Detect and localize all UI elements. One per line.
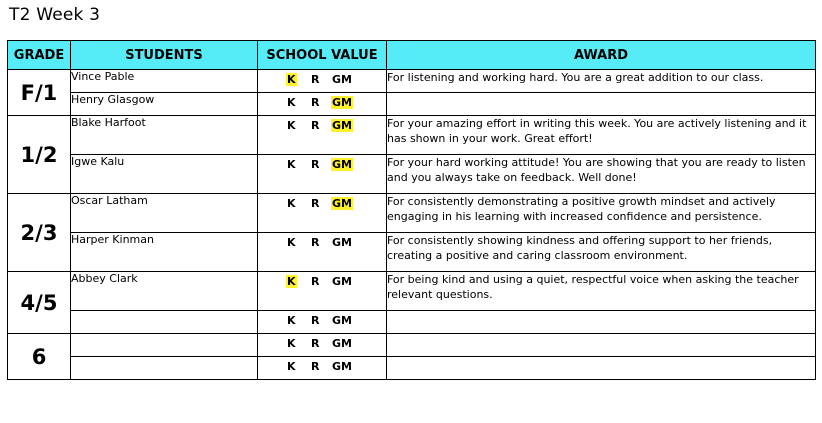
school-value-cell <box>258 272 387 311</box>
award-text-cell: For being kind and using a quiet, respectful voice when asking the teacher relevant questions. <box>387 272 816 311</box>
value-k: K <box>287 314 296 327</box>
table-row <box>8 194 816 233</box>
student-name-cell <box>71 334 258 357</box>
award-text-cell <box>387 357 816 380</box>
value-r: R <box>311 96 320 109</box>
header-school-value: SCHOOL VALUE <box>258 41 387 70</box>
value-r: R <box>311 236 320 249</box>
awards-table <box>7 40 816 380</box>
value-k: K <box>287 197 296 210</box>
student-name-cell: Harper Kinman <box>71 233 258 272</box>
table-header <box>8 41 816 70</box>
award-text-cell <box>387 93 816 116</box>
value-k: K <box>287 96 296 109</box>
school-value-options <box>258 272 386 292</box>
value-r: R <box>311 314 320 327</box>
school-value-cell <box>258 233 387 272</box>
value-r: R <box>311 73 320 86</box>
header-award: AWARD <box>387 41 816 70</box>
school-value-cell <box>258 334 387 357</box>
value-k: K <box>287 119 296 132</box>
table-row <box>8 272 816 311</box>
grade-cell: F/1 <box>8 70 71 116</box>
table-row <box>8 357 816 380</box>
value-r: R <box>311 337 320 350</box>
school-value-cell <box>258 194 387 233</box>
value-r: R <box>311 197 320 210</box>
value-gm: GM <box>332 236 352 249</box>
student-name-cell: Abbey Clark <box>71 272 258 311</box>
school-value-cell <box>258 70 387 93</box>
award-text-cell: For your hard working attitude! You are showing that you are ready to listen and you always take on feedback. Well done! <box>387 155 816 194</box>
value-k: K <box>287 158 296 171</box>
table-row <box>8 233 816 272</box>
value-gm-highlighted: GM <box>332 197 352 210</box>
school-value-options <box>258 233 386 253</box>
school-value-cell <box>258 311 387 334</box>
school-value-options <box>258 93 386 113</box>
grade-cell: 1/2 <box>8 116 71 194</box>
value-gm: GM <box>332 275 352 288</box>
value-gm: GM <box>332 360 352 373</box>
student-name-cell: Blake Harfoot <box>71 116 258 155</box>
value-r: R <box>311 119 320 132</box>
table-row <box>8 116 816 155</box>
school-value-options <box>258 357 386 377</box>
value-k: K <box>287 337 296 350</box>
value-k: K <box>287 360 296 373</box>
student-name-cell: Vince Pable <box>71 70 258 93</box>
school-value-options <box>258 155 386 175</box>
header-students: STUDENTS <box>71 41 258 70</box>
school-value-cell <box>258 155 387 194</box>
table-row <box>8 93 816 116</box>
award-text-cell: For consistently demonstrating a positive growth mindset and actively engaging in his learning with increased confidence and persistence. <box>387 194 816 233</box>
value-gm: GM <box>332 337 352 350</box>
school-value-options <box>258 70 386 90</box>
value-r: R <box>311 360 320 373</box>
value-gm: GM <box>332 314 352 327</box>
award-text-cell <box>387 311 816 334</box>
award-text-cell: For consistently showing kindness and offering support to her friends, creating a positive and caring classroom environment. <box>387 233 816 272</box>
student-name-cell <box>71 311 258 334</box>
grade-cell: 6 <box>8 334 71 380</box>
value-k-highlighted: K <box>287 275 296 288</box>
table-row <box>8 70 816 93</box>
value-k-highlighted: K <box>287 73 296 86</box>
student-name-cell: Henry Glasgow <box>71 93 258 116</box>
value-gm: GM <box>332 73 352 86</box>
award-text-cell: For listening and working hard. You are a great addition to our class. <box>387 70 816 93</box>
value-r: R <box>311 275 320 288</box>
school-value-options <box>258 194 386 214</box>
school-value-cell <box>258 93 387 116</box>
award-text-cell <box>387 334 816 357</box>
value-k: K <box>287 236 296 249</box>
value-gm-highlighted: GM <box>332 96 352 109</box>
grade-cell: 2/3 <box>8 194 71 272</box>
grade-cell: 4/5 <box>8 272 71 334</box>
value-gm-highlighted: GM <box>332 119 352 132</box>
student-name-cell: Oscar Latham <box>71 194 258 233</box>
student-name-cell: Igwe Kalu <box>71 155 258 194</box>
school-value-cell <box>258 116 387 155</box>
value-gm-highlighted: GM <box>332 158 352 171</box>
student-name-cell <box>71 357 258 380</box>
table-body <box>8 70 816 380</box>
value-r: R <box>311 158 320 171</box>
table-row <box>8 311 816 334</box>
page-title: T2 Week 3 <box>9 5 101 25</box>
school-value-options <box>258 334 386 354</box>
header-grade: GRADE <box>8 41 71 70</box>
school-value-options <box>258 116 386 136</box>
school-value-options <box>258 311 386 331</box>
table-row <box>8 334 816 357</box>
table-row <box>8 155 816 194</box>
award-text-cell: For your amazing effort in writing this week. You are actively listening and it has shown in your work. Great effort! <box>387 116 816 155</box>
school-value-cell <box>258 357 387 380</box>
